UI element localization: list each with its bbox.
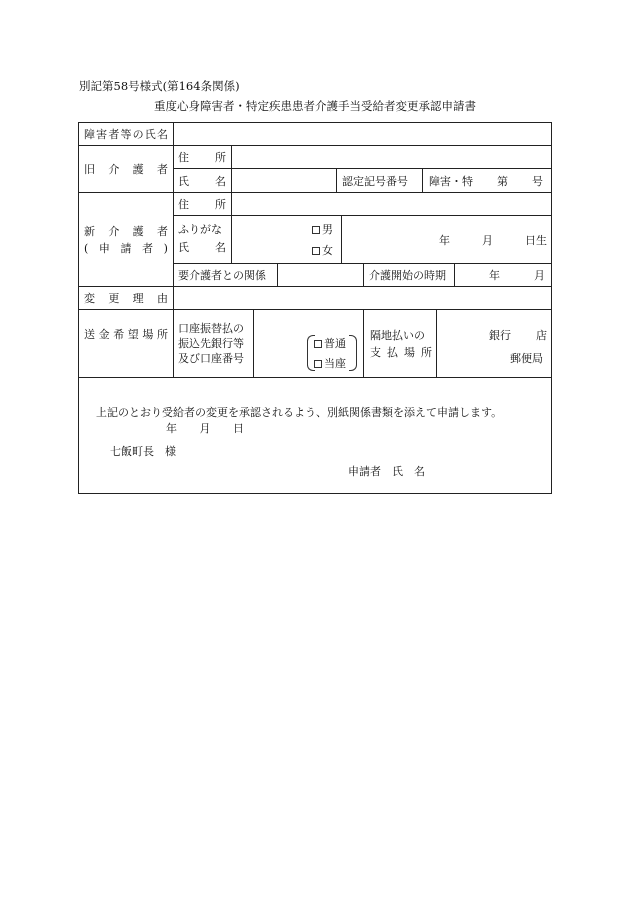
column-divider	[454, 263, 455, 286]
post-office: 郵便局	[510, 352, 543, 365]
account-transfer-label-line3: 及び口座番号	[178, 352, 244, 365]
declaration-text: 上記のとおり受給者の変更を承認されるよう、別紙関係書類を添えて申請します。	[96, 406, 503, 419]
new-caregiver-address-label: 住 所	[178, 198, 226, 211]
row-divider	[173, 168, 551, 169]
column-divider	[336, 168, 337, 192]
new-caregiver-label: 新 介 護 者	[84, 225, 168, 238]
form-title: 重度心身障害者・特定疾患患者介護手当受給者変更承認申請書	[154, 99, 476, 113]
checkbox-icon	[312, 247, 320, 255]
bank-branch: 銀行 店	[489, 329, 547, 342]
sex-female-checkbox[interactable]: 女	[312, 245, 333, 256]
relation-label: 要介護者との関係	[178, 269, 266, 282]
form-number: 別記第58号様式(第164条関係)	[79, 79, 240, 93]
column-divider	[363, 263, 364, 286]
remittance-place-label: 送 金 希 望 場 所	[84, 328, 168, 341]
column-divider	[341, 215, 342, 263]
column-divider	[422, 168, 423, 192]
row-divider	[79, 377, 551, 378]
remote-payment-label-line1: 隔地払いの	[370, 329, 425, 342]
old-caregiver-label: 旧 介 護 者	[84, 163, 168, 176]
sex-male-checkbox[interactable]: 男	[312, 224, 333, 235]
account-transfer-label-line1: 口座振替払の	[178, 322, 244, 335]
application-date: 年 月 日	[166, 422, 244, 435]
change-reason-label: 変 更 理 由	[84, 292, 168, 305]
cert-number-label: 認定記号番号	[342, 175, 408, 188]
row-divider	[79, 192, 551, 193]
column-divider	[231, 145, 232, 192]
old-caregiver-name-label: 氏 名	[178, 175, 226, 188]
care-start-date: 年 月	[489, 269, 545, 282]
cert-number-value: 障害・特 第 号	[429, 175, 543, 188]
applicant-name-label: 申請者 氏 名	[348, 465, 425, 478]
row-divider	[79, 145, 551, 146]
row-divider	[79, 286, 551, 287]
row-divider	[79, 309, 551, 310]
column-divider	[436, 309, 437, 377]
row-divider	[173, 215, 551, 216]
account-type-normal-checkbox[interactable]: 普通	[314, 338, 346, 349]
checkbox-icon	[314, 340, 322, 348]
column-divider	[231, 192, 232, 263]
addressee: 七飯町長 様	[110, 445, 176, 458]
row-divider	[173, 263, 551, 264]
right-bracket	[349, 335, 357, 371]
column-divider	[363, 309, 364, 377]
old-caregiver-address-label: 住 所	[178, 151, 226, 164]
column-divider	[277, 263, 278, 286]
furigana-label: ふりがな	[178, 223, 222, 236]
application-form	[78, 122, 552, 494]
column-divider	[173, 123, 174, 377]
new-caregiver-name-label: 氏 名	[178, 241, 226, 254]
account-transfer-label-line2: 振込先銀行等	[178, 337, 244, 350]
person-name-label: 障 害 者 等 の 氏 名	[84, 128, 168, 141]
birth-date: 年 月 日生	[439, 234, 547, 247]
remote-payment-label-line2: 支 払 場 所	[370, 346, 432, 359]
care-start-label: 介護開始の時期	[369, 269, 446, 282]
column-divider	[253, 309, 254, 377]
account-type-current-checkbox[interactable]: 当座	[314, 358, 346, 369]
applicant-note: ( 申 請 者 )	[84, 242, 168, 255]
checkbox-icon	[314, 360, 322, 368]
checkbox-icon	[312, 226, 320, 234]
